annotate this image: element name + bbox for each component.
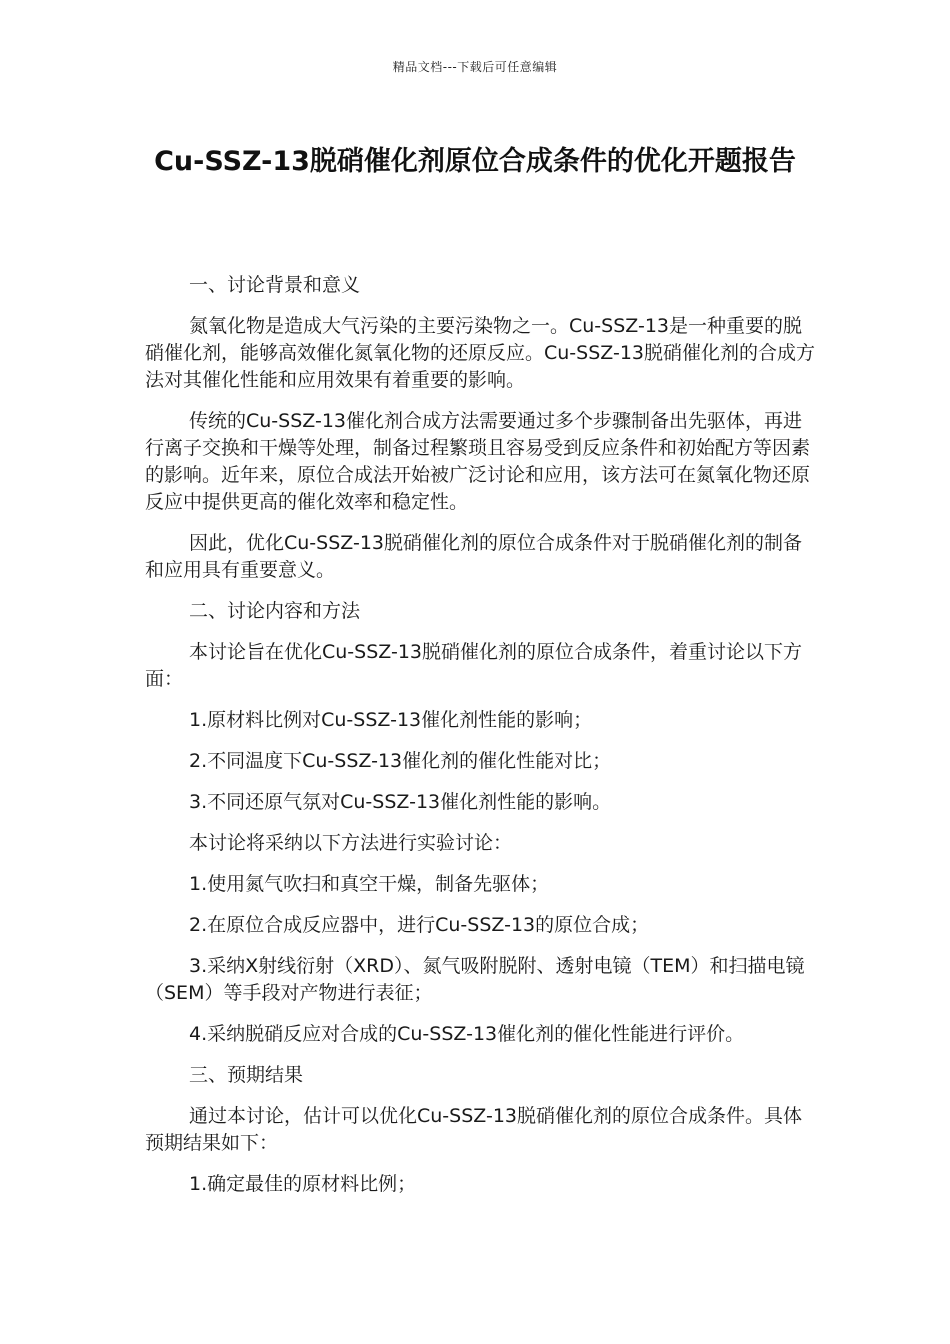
page-header: 精品文档---下载后可任意编辑 <box>392 60 558 74</box>
list-item: 2.不同温度下Cu-SSZ-13催化剂的催化性能对比； <box>189 750 612 772</box>
section-heading: 一、讨论背景和意义 <box>189 274 361 296</box>
section-heading: 二、讨论内容和方法 <box>189 600 361 622</box>
section-heading: 三、预期结果 <box>189 1064 304 1086</box>
paragraph: 因此，优化Cu-SSZ-13脱硝催化剂的原位合成条件对于脱硝催化剂的制备和应用具有重要意义。 <box>145 532 803 581</box>
paragraph: 本讨论将采纳以下方法进行实验讨论： <box>189 832 513 854</box>
list-item: 4.采纳脱硝反应对合成的Cu-SSZ-13催化剂的催化性能进行评价。 <box>189 1023 745 1045</box>
list-item: 3.不同还原气氛对Cu-SSZ-13催化剂性能的影响。 <box>189 791 612 813</box>
paragraph: 氮氧化物是造成大气污染的主要污染物之一。Cu-SSZ-13是一种重要的脱硝催化剂，能够高效催化氮氧化物的还原反应。Cu-SSZ-13脱硝催化剂的合成方法对其催化性能和应用效果有着重要的影响。 <box>145 315 816 391</box>
document-title: Cu-SSZ-13脱硝催化剂原位合成条件的优化开题报告 <box>154 146 796 177</box>
list-item: 1.确定最佳的原材料比例； <box>189 1173 417 1195</box>
list-item: 1.原材料比例对Cu-SSZ-13催化剂性能的影响； <box>189 709 593 731</box>
paragraph: 本讨论旨在优化Cu-SSZ-13脱硝催化剂的原位合成条件，着重讨论以下方面： <box>145 641 803 690</box>
list-item: 2.在原位合成反应器中，进行Cu-SSZ-13的原位合成； <box>189 914 650 936</box>
paragraph: 传统的Cu-SSZ-13催化剂合成方法需要通过多个步骤制备出先驱体，再进行离子交换和干燥等处理，制备过程繁琐且容易受到反应条件和初始配方等因素的影响。近年来，原位合成法开始被广泛讨论和应用，该方法可在氮氧化物还原反应中提供更高的催化效率和稳定性。 <box>145 410 811 513</box>
document-body <box>145 272 817 1212</box>
list-item: 1.使用氮气吹扫和真空干燥，制备先驱体； <box>189 873 550 895</box>
list-item: 3.采纳X射线衍射（XRD）、氮气吸附脱附、透射电镜（TEM）和扫描电镜（SEM）等手段对产物进行表征； <box>145 955 805 1004</box>
paragraph: 通过本讨论，估计可以优化Cu-SSZ-13脱硝催化剂的原位合成条件。具体预期结果如下： <box>145 1105 803 1154</box>
